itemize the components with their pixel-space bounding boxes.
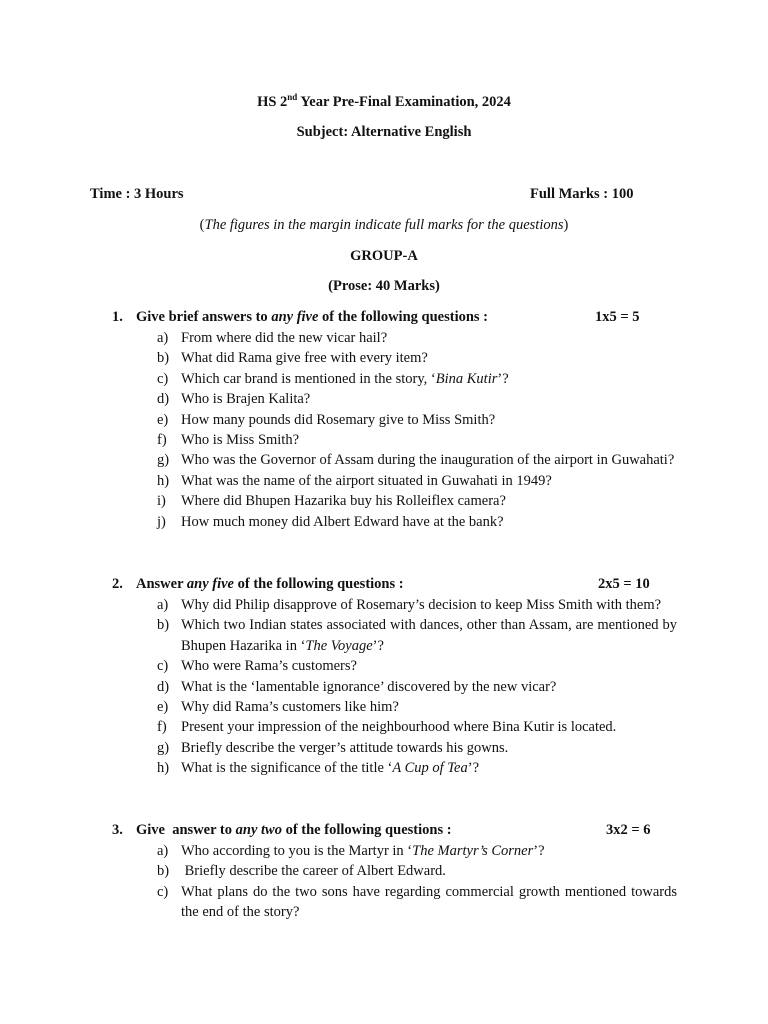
- question-option: [157, 758, 677, 778]
- option-text-part: Present your impression of the neighbourhood where Bina Kutir is located.: [181, 719, 617, 736]
- option-text-part: Why did Rama’s customers like him?: [181, 699, 399, 716]
- exam-title-prefix: HS 2: [257, 94, 288, 110]
- question-3-marks: 3x2 = 6: [606, 822, 651, 838]
- question-option: [157, 697, 677, 717]
- option-text: [181, 656, 677, 676]
- option-letter: c): [157, 883, 169, 900]
- option-text-part: Why did Philip disapprove of Rosemary’s decision to keep Miss Smith with them?: [181, 597, 662, 613]
- question-option: [157, 882, 681, 923]
- option-letter: a): [157, 843, 169, 859]
- option-text-part: Who were Rama’s customers?: [181, 658, 357, 675]
- question-option: [157, 656, 677, 676]
- option-text: [181, 717, 677, 737]
- question-option: [157, 328, 677, 348]
- option-letter: b): [157, 863, 170, 880]
- question-option: [157, 512, 677, 532]
- option-text-part: What is the significance of the title ‘: [181, 760, 393, 777]
- option-letter: a): [157, 330, 169, 346]
- question-option: [157, 615, 681, 656]
- option-text-part: What was the name of the airport situated in Guwahati in 1949?: [181, 472, 552, 489]
- option-text-part: Briefly describe the verger’s attitude towards his gowns.: [181, 739, 509, 756]
- question-number: 2.: [112, 576, 123, 592]
- question-emphasis: any five: [186, 576, 234, 592]
- exam-title-superscript: nd: [287, 92, 298, 102]
- option-text-part: ’?: [372, 637, 384, 654]
- option-text: [181, 615, 681, 656]
- option-letter: g): [157, 739, 170, 756]
- option-letter: d): [157, 391, 170, 408]
- option-text-part: How much money did Albert Edward have at the bank?: [181, 513, 504, 530]
- question-option: [157, 450, 677, 470]
- option-text-part: Briefly describe the career of Albert Edward.: [181, 863, 446, 880]
- full-marks: Full Marks : 100: [530, 186, 634, 202]
- option-text-part: Who was the Governor of Assam during the inauguration of the airport in Guwahati?: [181, 452, 675, 469]
- option-text-part: Where did Bhupen Hazarika buy his Rolleiflex camera?: [181, 493, 506, 510]
- option-letter: h): [157, 760, 170, 777]
- option-letter: f): [157, 432, 167, 449]
- option-text: [181, 677, 677, 697]
- question-option: [157, 389, 677, 409]
- option-letter: b): [157, 350, 170, 367]
- option-text: [181, 841, 677, 861]
- question-option: [157, 677, 677, 697]
- option-text: [181, 450, 677, 470]
- question-option: [157, 738, 677, 758]
- question-tail: of the following questions :: [318, 309, 489, 325]
- option-text: [181, 471, 677, 491]
- question-2-options: [157, 595, 681, 779]
- option-text-part: What did Rama give free with every item?: [181, 350, 428, 367]
- question-emphasis: any five: [271, 309, 319, 325]
- option-title-italic: A Cup of Tea: [392, 760, 468, 777]
- option-letter: d): [157, 678, 170, 695]
- option-text: [181, 882, 681, 923]
- option-letter: c): [157, 370, 169, 387]
- question-1-marks: 1x5 = 5: [595, 309, 640, 325]
- option-letter: c): [157, 658, 169, 675]
- option-letter: e): [157, 411, 169, 428]
- question-number: 3.: [112, 822, 123, 838]
- option-letter: i): [157, 493, 166, 510]
- question-option: [157, 861, 677, 881]
- option-text-part: How many pounds did Rosemary give to Miss Smith?: [181, 411, 496, 428]
- question-option: [157, 595, 677, 615]
- question-3-options: [157, 841, 681, 923]
- option-text: [181, 410, 677, 430]
- option-text: [181, 430, 677, 450]
- question-tail: of the following questions :: [281, 822, 452, 838]
- option-letter: h): [157, 472, 170, 489]
- option-text: [181, 512, 677, 532]
- option-letter: e): [157, 699, 169, 716]
- option-text: [181, 861, 677, 881]
- option-text: [181, 328, 677, 348]
- question-1-options: [157, 328, 677, 532]
- option-title-italic: Bina Kutir: [435, 370, 498, 387]
- question-number: 1.: [112, 309, 123, 325]
- option-letter: f): [157, 719, 167, 736]
- question-option: [157, 410, 677, 430]
- option-text-part: ’?: [497, 370, 509, 387]
- question-2-heading: [112, 576, 404, 593]
- question-option: [157, 430, 677, 450]
- question-option: [157, 717, 677, 737]
- question-option: [157, 369, 677, 389]
- question-2-marks: 2x5 = 10: [598, 576, 650, 592]
- question-3-heading: [112, 822, 452, 839]
- option-text: [181, 348, 677, 368]
- option-title-italic: The Martyr’s Corner: [412, 843, 534, 859]
- exam-title-suffix: Year Pre-Final Examination, 2024: [297, 94, 511, 110]
- question-tail: of the following questions :: [234, 576, 404, 592]
- option-text-part: Who is Brajen Kalita?: [181, 391, 311, 408]
- question-1-heading: [112, 309, 488, 326]
- option-text: [181, 697, 677, 717]
- option-text: [181, 595, 677, 615]
- exam-title: [0, 94, 768, 111]
- question-option: [157, 348, 677, 368]
- option-title-italic: The Voyage: [305, 637, 373, 654]
- question-emphasis: any two: [235, 822, 282, 838]
- option-text: [181, 389, 677, 409]
- option-text-part: What plans do the two sons have regarding commercial growth mentioned towards the end of the story?: [181, 883, 681, 921]
- option-text: [181, 369, 677, 389]
- option-text-part: Who is Miss Smith?: [181, 432, 300, 449]
- question-option: [157, 471, 677, 491]
- question-lead: Give brief answers to: [136, 309, 272, 325]
- note-open-paren: (: [199, 217, 205, 233]
- option-text: [181, 738, 677, 758]
- option-text-part: Which car brand is mentioned in the story, ‘: [181, 370, 436, 387]
- question-option: [157, 491, 677, 511]
- instruction-note: [0, 217, 768, 234]
- question-lead: Answer: [136, 576, 187, 592]
- option-text-part: ’?: [467, 760, 479, 777]
- question-option: [157, 841, 677, 861]
- option-text-part: Which two Indian states associated with dances, other than Assam, are mentioned by Bhupen Hazarika in ‘: [181, 617, 681, 654]
- option-text-part: What is the ‘lamentable ignorance’ discovered by the new vicar?: [181, 678, 557, 695]
- subject-line: Subject: Alternative English: [296, 124, 472, 140]
- option-letter: b): [157, 617, 170, 634]
- option-letter: a): [157, 597, 169, 613]
- option-text-part: From where did the new vicar hail?: [181, 330, 388, 346]
- option-text: [181, 758, 677, 778]
- option-text: [181, 491, 677, 511]
- option-letter: g): [157, 452, 170, 469]
- option-text-part: ’?: [533, 843, 545, 859]
- note-close-paren: ): [563, 217, 569, 233]
- question-lead: Give answer to: [136, 822, 236, 838]
- note-text: The figures in the margin indicate full marks for the questions: [204, 217, 564, 233]
- option-text-part: Who according to you is the Martyr in ‘: [181, 843, 413, 859]
- group-heading: GROUP-A: [350, 248, 418, 264]
- time-allowed: Time : 3 Hours: [90, 186, 184, 202]
- option-letter: j): [157, 513, 166, 530]
- section-heading: (Prose: 40 Marks): [328, 278, 440, 294]
